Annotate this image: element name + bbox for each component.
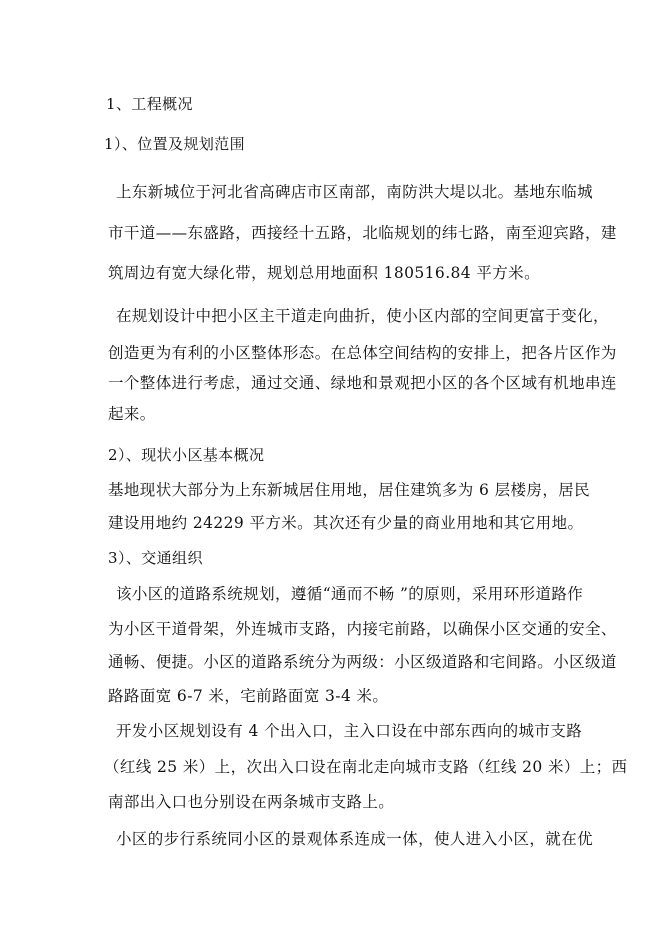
paragraph-line: 为小区干道骨架，外连城市支路，内接宅前路，以确保小区交通的安全、 bbox=[108, 620, 617, 638]
paragraph-line: 路路面宽 6-7 米，宅前路面宽 3-4 米。 bbox=[108, 687, 389, 705]
paragraph-line: 小区的步行系统同小区的景观体系连成一体，使人进入小区，就在优 bbox=[116, 830, 594, 848]
paragraph-line: 建设用地约 24229 平方米。其次还有少量的商业用地和其它用地。 bbox=[108, 514, 584, 532]
paragraph-line: 起来。 bbox=[108, 405, 156, 423]
paragraph-line: 创造更为有利的小区整体形态。在总体空间结构的安排上，把各片区作为 bbox=[108, 344, 617, 362]
paragraph-line: 基地现状大部分为上东新城居住用地，居住建筑多为 6 层楼房，居民 bbox=[108, 481, 591, 499]
paragraph-line: 开发小区规划设有 4 个出入口，主入口设在中部东西向的城市支路 bbox=[116, 722, 583, 740]
section-heading: 1、工程概况 bbox=[106, 95, 193, 113]
subsection-heading-traffic: 3）、交通组织 bbox=[108, 549, 203, 567]
paragraph-line: 南部出入口也分别设在两条城市支路上。 bbox=[108, 793, 395, 811]
paragraph-line: 通畅、便捷。小区的道路系统分为两级：小区级道路和宅间路。小区级道 bbox=[108, 653, 617, 671]
paragraph-line: 该小区的道路系统规划，遵循“通而不畅 ”的原则，采用环形道路作 bbox=[116, 585, 584, 603]
paragraph-line: 在规划设计中把小区主干道走向曲折，使小区内部的空间更富于变化， bbox=[116, 307, 609, 325]
paragraph-line: 筑周边有宽大绿化带，规划总用地面积 180516.84 平方米。 bbox=[108, 264, 540, 282]
paragraph-line: 市干道——东盛路，西接经十五路，北临规划的纬七路，南至迎宾路，建 bbox=[108, 224, 617, 242]
paragraph-line: 一个整体进行考虑，通过交通、绿地和景观把小区的各个区域有机地串连 bbox=[108, 374, 617, 392]
subsection-heading-status: 2）、现状小区基本概况 bbox=[108, 446, 265, 464]
paragraph-line: （红线 25 米）上，次出入口设在南北走向城市支路（红线 20 米）上；西 bbox=[104, 758, 628, 776]
paragraph-line: 上东新城位于河北省高碑店市区南部，南防洪大堤以北。基地东临城 bbox=[116, 183, 594, 201]
subsection-heading-location: 1）、位置及规划范围 bbox=[104, 135, 246, 153]
